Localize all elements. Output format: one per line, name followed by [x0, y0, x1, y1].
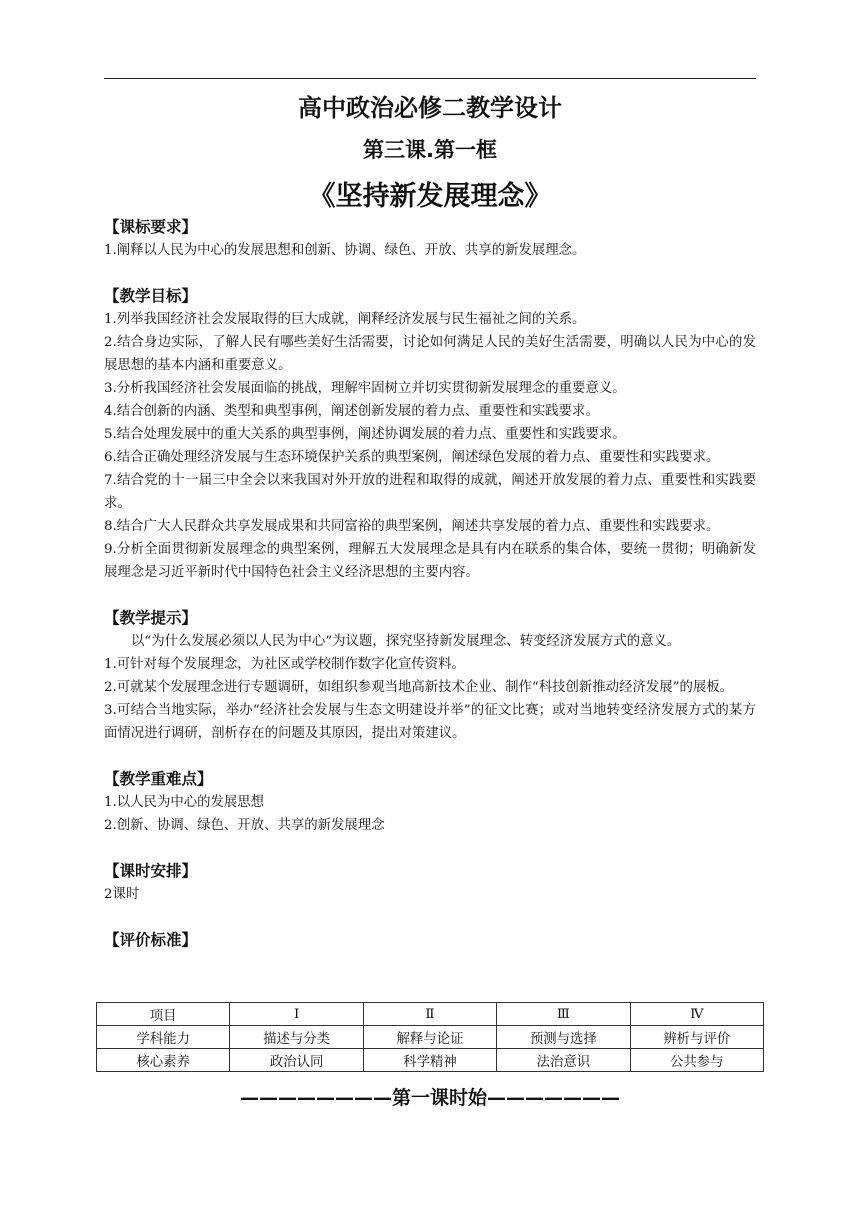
- lesson-start-divider: ————————第一课时始———————: [239, 1087, 620, 1109]
- section-heading-schedule: 【课时安排】: [104, 862, 198, 880]
- objective-item: 1.列举我国经济社会发展取得的巨大成就，阐释经济发展与民生福祉之间的关系。: [104, 312, 586, 327]
- objective-item: 6.结合正确处理经济发展与生态环境保护关系的典型案例，阐述绿色发展的着力点、重要性和实践要求。: [104, 450, 720, 465]
- table-cell: 项目: [97, 1003, 230, 1026]
- objective-item: 7.结合党的十一届三中全会以来我国对外开放的进程和取得的成就，阐述开放发展的着力点、重要性和实践要求。: [104, 473, 756, 511]
- tip-item: 2.可就某个发展理念进行专题调研，如组织参观当地高新技术企业、制作“科技创新推动经济发展”的展板。: [104, 680, 734, 695]
- objective-item: 5.结合处理发展中的重大关系的典型事例，阐述协调发展的着力点、重要性和实践要求。: [104, 427, 626, 442]
- document-title: 高中政治必修二教学设计: [298, 94, 562, 122]
- objective-item: 2.结合身边实际，了解人民有哪些美好生活需要，讨论如何满足人民的美好生活需要，明确以人民为中心的发展思想的基本内涵和重要意义。: [104, 335, 756, 373]
- table-cell: Ⅲ: [497, 1003, 630, 1026]
- table-cell: 解释与论证: [363, 1026, 496, 1049]
- objective-item: 3.分析我国经济社会发展面临的挑战，理解牢固树立并切实贯彻新发展理念的重要意义。: [104, 381, 626, 396]
- objective-item: 9.分析全面贯彻新发展理念的典型案例，理解五大发展理念是具有内在联系的集合体，要统一贯彻；明确新发展理念是习近平新时代中国特色社会主义经济思想的主要内容。: [104, 542, 756, 580]
- tip-item: 1.可针对每个发展理念，为社区或学校制作数字化宣传资料。: [104, 657, 465, 672]
- section-heading-key-points: 【教学重难点】: [104, 770, 213, 788]
- table-cell: Ⅱ: [363, 1003, 496, 1026]
- key-point-item: 1.以人民为中心的发展思想: [104, 795, 265, 810]
- table-cell: Ⅰ: [230, 1003, 363, 1026]
- evaluation-table: [96, 1002, 764, 1072]
- section-heading-objectives: 【教学目标】: [104, 287, 198, 305]
- topic-title: 《坚持新发展理念》: [308, 181, 552, 212]
- section-heading-evaluation: 【评价标准】: [104, 931, 198, 949]
- standards-item: 1.阐释以人民为中心的发展思想和创新、协调、绿色、开放、共享的新发展理念。: [104, 243, 586, 258]
- table-cell: 辨析与评价: [630, 1026, 763, 1049]
- section-heading-tips: 【教学提示】: [104, 609, 198, 627]
- table-cell: 核心素养: [97, 1049, 230, 1072]
- table-cell: Ⅳ: [630, 1003, 763, 1026]
- objective-item: 8.结合广大人民群众共享发展成果和共同富裕的典型案例，阐述共享发展的着力点、重要性和实践要求。: [104, 519, 720, 534]
- objective-item: 4.结合创新的内涵、类型和典型事例，阐述创新发展的着力点、重要性和实践要求。: [104, 404, 599, 419]
- table-row: [97, 1003, 764, 1026]
- table-cell: 科学精神: [363, 1049, 496, 1072]
- header-rule: [104, 78, 756, 79]
- table-cell: 描述与分类: [230, 1026, 363, 1049]
- table-cell: 法治意识: [497, 1049, 630, 1072]
- document-body: [104, 216, 756, 952]
- table-cell: 预测与选择: [497, 1026, 630, 1049]
- key-point-item: 2.创新、协调、绿色、开放、共享的新发展理念: [104, 818, 385, 833]
- tips-intro: 以“为什么发展必须以人民为中心”为议题，探究坚持新发展理念、转变经济发展方式的意义。: [131, 634, 681, 649]
- section-heading-standards: 【课标要求】: [104, 218, 198, 236]
- table-row: [97, 1026, 764, 1049]
- tip-item: 3.可结合当地实际，举办“经济社会发展与生态文明建设并举”的征文比赛；或对当地转变经济发展方式的某方面情况进行调研，剖析存在的问题及其原因，提出对策建议。: [104, 703, 756, 741]
- table-row: [97, 1049, 764, 1072]
- schedule-text: 2课时: [104, 887, 140, 902]
- table-cell: 政治认同: [230, 1049, 363, 1072]
- lesson-subtitle: 第三课.第一框: [363, 138, 497, 162]
- table-cell: 学科能力: [97, 1026, 230, 1049]
- table-cell: 公共参与: [630, 1049, 763, 1072]
